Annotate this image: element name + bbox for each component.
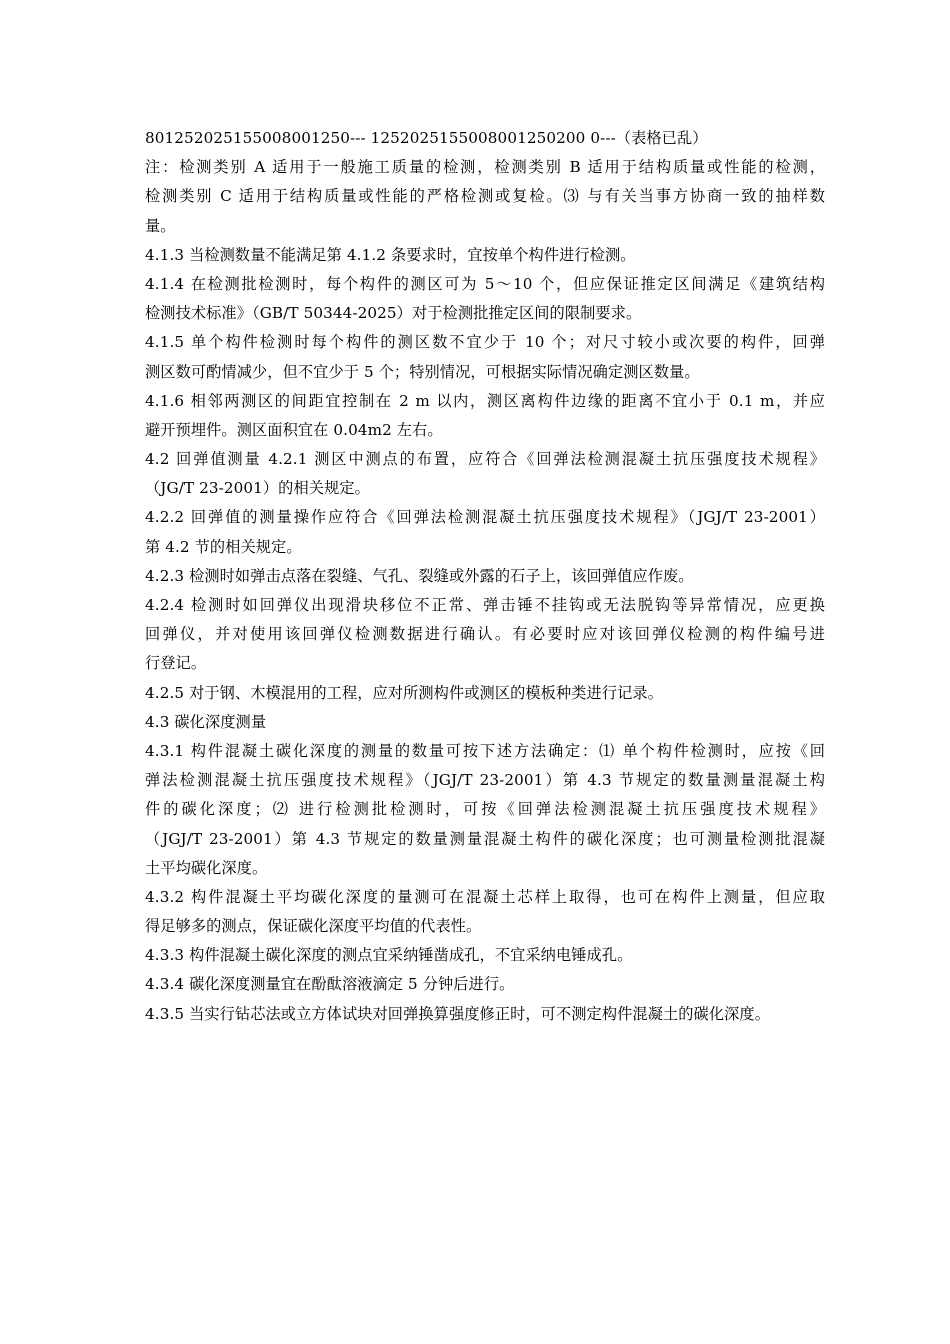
- clause-4-3-1-cont: （JGJ/T 23-2001）第 4.3 节规定的数量测量混凝土构件的碳化深度；也可测量检测批混凝: [145, 829, 825, 848]
- clause-4-2-4: 4.2.4 检测时如回弹仪出现滑块移位不正常、弹击锤不挂钩或无法脱钩等异常情况，应更换: [145, 596, 825, 614]
- note-line: 检测类别 C 适用于结构质量或性能的严格检测或复检。⑶ 与有关当事方协商一致的抽样数: [145, 187, 825, 206]
- clause-4-3-5: 4.3.5 当实行钻芯法或立方体试块对回弹换算强度修正时，可不测定构件混凝土的碳化深度。: [145, 1004, 770, 1023]
- clause-4-3-1-cont: 件的碳化深度；⑵ 进行检测批检测时，可按《回弹法检测混凝土抗压强度技术规程》: [145, 800, 825, 819]
- clause-4-2-4-cont: 回弹仪，并对使用该回弹仪检测数据进行确认。有必要时应对该回弹仪检测的构件编号进: [145, 625, 825, 644]
- clause-4-2-5: 4.2.5 对于钢、木模混用的工程，应对所测构件或测区的模板种类进行记录。: [145, 683, 663, 702]
- clause-4-2-2-cont: 第 4.2 节的相关规定。: [145, 537, 302, 556]
- clause-4-1-6-cont: 避开预埋件。测区面积宜在 0.04m2 左右。: [145, 420, 443, 439]
- clause-4-3-1-cont: 弹法检测混凝土抗压强度技术规程》（JGJ/T 23-2001）第 4.3 节规定的数量测量混凝土构: [145, 771, 825, 790]
- table-residue-line: 801252025155008001250--- 1252025155008001250200 0---（表格已乱）: [145, 129, 708, 147]
- clause-4-1-4: 4.1.4 在检测批检测时，每个构件的测区可为 5～10 个，但应保证推定区间满足《建筑结构: [145, 274, 825, 293]
- clause-4-2-4-cont: 行登记。: [145, 654, 207, 673]
- note-line: 注：检测类别 A 适用于一般施工质量的检测，检测类别 B 适用于结构质量或性能的检测，: [145, 158, 825, 177]
- clause-4-1-6: 4.1.6 相邻两测区的间距宜控制在 2 m 以内，测区离构件边缘的距离不宜小于 0.1 m，并应: [145, 391, 825, 410]
- clause-4-3-2-cont: 得足够多的测点，保证碳化深度平均值的代表性。: [145, 917, 482, 936]
- clause-4-2-2: 4.2.2 回弹值的测量操作应符合《回弹法检测混凝土抗压强度技术规程》（JGJ/T 23-2001）: [145, 508, 825, 527]
- clause-4-3-2: 4.3.2 构件混凝土平均碳化深度的量测可在混凝土芯样上取得，也可在构件上测量，但应取: [145, 887, 825, 906]
- clause-4-1-4-cont: 检测技术标准》（GB/T 50344-2025）对于检测批推定区间的限制要求。: [145, 304, 642, 323]
- note-line: 量。: [145, 216, 176, 235]
- clause-4-2-1-cont: （JG/T 23-2001）的相关规定。: [145, 479, 370, 498]
- clause-4-1-5-cont: 测区数可酌情减少，但不宜少于 5 个；特别情况，可根据实际情况确定测区数量。: [145, 362, 700, 381]
- clause-4-2-3: 4.2.3 检测时如弹击点落在裂缝、气孔、裂缝或外露的石子上，该回弹值应作废。: [145, 566, 694, 585]
- document-body: [145, 124, 825, 1029]
- section-4-3-heading: 4.3 碳化深度测量: [145, 712, 267, 731]
- clause-4-3-3: 4.3.3 构件混凝土碳化深度的测点宜采纳锤凿成孔，不宜采纳电锤成孔。: [145, 946, 633, 965]
- clause-4-2-1: 4.2 回弹值测量 4.2.1 测区中测点的布置，应符合《回弹法检测混凝土抗压强度技术规程》: [145, 450, 825, 469]
- clause-4-3-1: 4.3.1 构件混凝土碳化深度的测量的数量可按下述方法确定：⑴ 单个构件检测时，应按《回: [145, 741, 825, 760]
- clause-4-1-5: 4.1.5 单个构件检测时每个构件的测区数不宜少于 10 个；对尺寸较小或次要的构件，回弹: [145, 333, 825, 352]
- clause-4-3-1-cont: 土平均碳化深度。: [145, 858, 268, 877]
- clause-4-3-4: 4.3.4 碳化深度测量宜在酚酞溶液滴定 5 分钟后进行。: [145, 975, 515, 994]
- clause-4-1-3: 4.1.3 当检测数量不能满足第 4.1.2 条要求时，宜按单个构件进行检测。: [145, 245, 636, 264]
